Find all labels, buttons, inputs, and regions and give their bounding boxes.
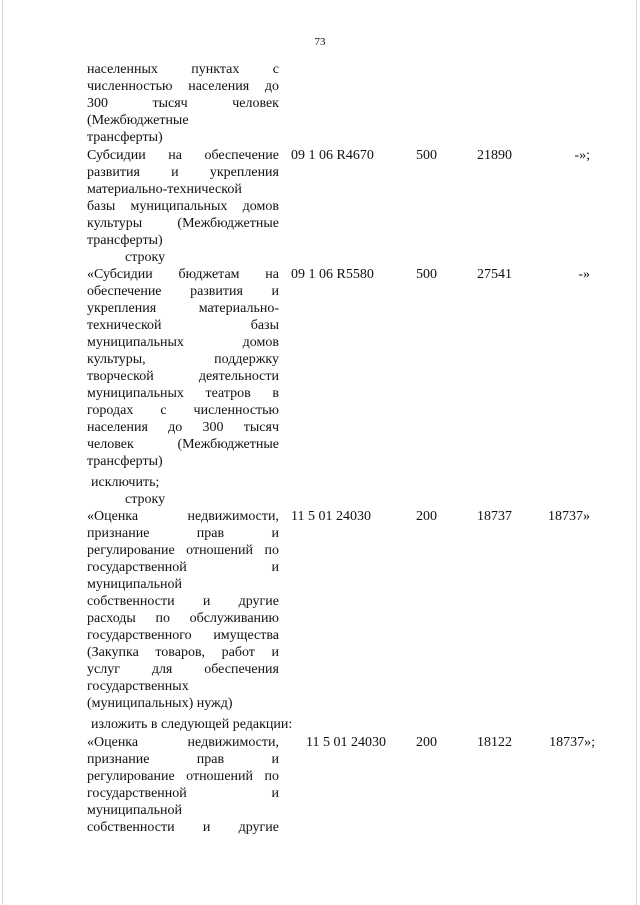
row-description: [87, 508, 279, 712]
desc-line: (Межбюджетные: [87, 113, 189, 128]
row-expense-type: 500: [416, 267, 437, 282]
desc-line: трансферты): [87, 233, 163, 248]
row-description: [87, 266, 279, 470]
row-amount-1: 27541: [477, 267, 512, 282]
row-amount-2: 18737»;: [549, 735, 595, 750]
desc-line: укрепления материально-: [87, 301, 279, 316]
scan-edge-right: [636, 0, 637, 905]
desc-line: населенных пунктах с: [87, 62, 279, 77]
row-amount-2: -»: [578, 267, 590, 282]
desc-line: культуры (Межбюджетные: [87, 216, 279, 231]
desc-line: государственных: [87, 679, 189, 694]
desc-line: базы муниципальных домов: [87, 199, 279, 214]
desc-line: услуг для обеспечения: [87, 662, 279, 677]
desc-line: культуры, поддержку: [87, 352, 279, 367]
desc-line: Субсидии на обеспечение: [87, 148, 279, 163]
desc-line: трансферты): [87, 454, 163, 469]
desc-line: развития и укрепления: [87, 165, 279, 180]
desc-line: регулирование отношений по: [87, 769, 279, 784]
desc-line: населения до 300 тысяч: [87, 420, 279, 435]
row-expense-type: 200: [416, 735, 437, 750]
row-amount-1: 18737: [477, 509, 512, 524]
desc-line: собственности и другие: [87, 820, 279, 835]
row-amount-2: 18737»: [548, 509, 590, 524]
desc-line: муниципальной: [87, 803, 183, 818]
desc-line: (Закупка товаров, работ и: [87, 645, 279, 660]
row-expense-type: 200: [416, 509, 437, 524]
desc-line: творческой деятельности: [87, 369, 279, 384]
desc-line: «Оценка недвижимости,: [87, 735, 279, 750]
desc-line: городах с численностью: [87, 403, 279, 418]
row-description: [87, 147, 279, 249]
instruction-line: строку: [125, 250, 166, 265]
row-expense-type: 500: [416, 148, 437, 163]
desc-line: расходы по обслуживанию: [87, 611, 279, 626]
row-code: 09 1 06 R5580: [291, 267, 374, 282]
desc-line: государственного имущества: [87, 628, 279, 643]
desc-line: 300 тысяч человек: [87, 96, 279, 111]
desc-line: государственной и: [87, 786, 279, 801]
row-code: 11 5 01 24030: [291, 509, 371, 524]
desc-line: муниципальных домов: [87, 335, 279, 350]
desc-line: материально-технической: [87, 182, 242, 197]
row-amount-1: 18122: [477, 735, 512, 750]
desc-line: государственной и: [87, 560, 279, 575]
desc-line: «Оценка недвижимости,: [87, 509, 279, 524]
row-code: 09 1 06 R4670: [291, 148, 374, 163]
instruction-line: исключить;: [91, 475, 160, 490]
instruction-line: изложить в следующей редакции:: [91, 717, 293, 732]
desc-line: муниципальных театров в: [87, 386, 279, 401]
scan-edge-left: [2, 0, 3, 905]
desc-line: признание прав и: [87, 752, 279, 767]
row-description: [87, 61, 279, 146]
desc-line: численностью населения до: [87, 79, 279, 94]
desc-line: признание прав и: [87, 526, 279, 541]
desc-line: (муниципальных) нужд): [87, 696, 233, 711]
row-amount-1: 21890: [477, 148, 512, 163]
row-code: 11 5 01 24030: [306, 735, 386, 750]
desc-line: регулирование отношений по: [87, 543, 279, 558]
page-number: 73: [314, 36, 326, 48]
desc-line: «Субсидии бюджетам на: [87, 267, 279, 282]
desc-line: собственности и другие: [87, 594, 279, 609]
desc-line: трансферты): [87, 130, 163, 145]
desc-line: обеспечение развития и: [87, 284, 279, 299]
instruction-line: строку: [125, 492, 166, 507]
desc-line: муниципальной: [87, 577, 183, 592]
desc-line: технической базы: [87, 318, 279, 333]
row-description: [87, 734, 279, 836]
row-amount-2: -»;: [574, 148, 590, 163]
desc-line: человек (Межбюджетные: [87, 437, 279, 452]
